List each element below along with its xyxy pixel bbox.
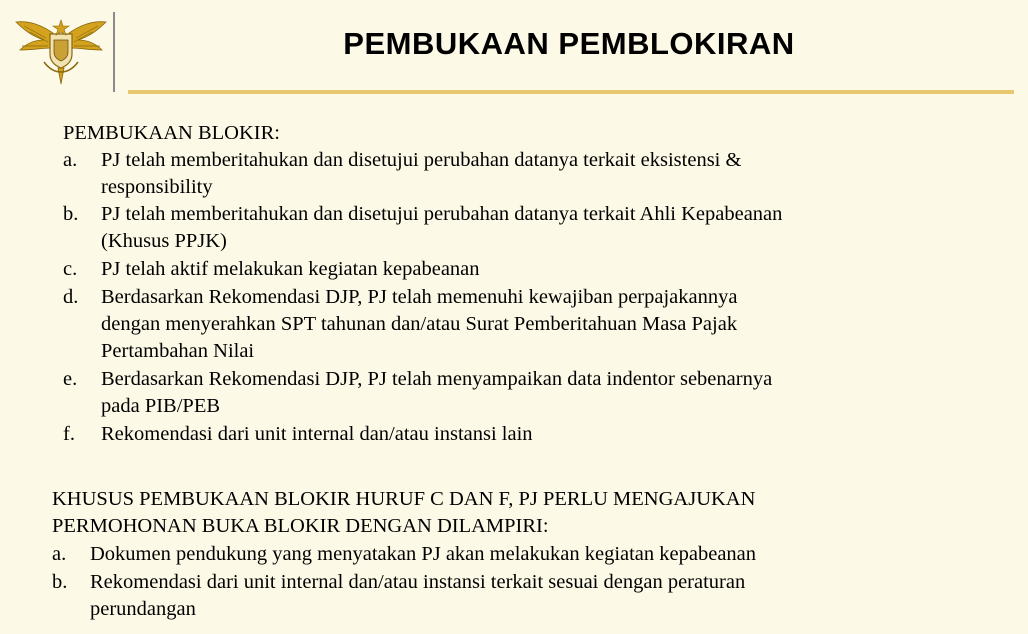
header-divider-vertical — [113, 12, 115, 92]
list-item-line: PJ telah memberitahukan dan disetujui perubahan datanya terkait Ahli Kepabeanan — [101, 203, 783, 225]
list-item-line: perundangan — [90, 598, 196, 620]
list-item-line: Berdasarkan Rekomendasi DJP, PJ telah memenuhi kewajiban perpajakannya — [101, 286, 738, 308]
list-marker: e. — [63, 368, 78, 390]
list-item-line: (Khusus PPJK) — [101, 230, 227, 252]
section2-heading-line: PERMOHONAN BUKA BLOKIR DENGAN DILAMPIRI: — [52, 515, 549, 537]
list-marker: a. — [63, 149, 78, 171]
list-marker: c. — [63, 258, 78, 280]
list-item-line: pada PIB/PEB — [101, 395, 221, 417]
list-item-line: Berdasarkan Rekomendasi DJP, PJ telah menyampaikan data indentor sebenarnya — [101, 368, 773, 390]
list-item-line: Rekomendasi dari unit internal dan/atau instansi lain — [101, 423, 533, 445]
list-marker: a. — [52, 543, 67, 565]
list-item-line: Rekomendasi dari unit internal dan/atau instansi terkait sesuai dengan peraturan — [90, 571, 746, 593]
list-item-line: responsibility — [101, 176, 213, 198]
list-marker: b. — [63, 203, 79, 225]
list-marker: f. — [63, 423, 75, 445]
header-divider-horizontal — [128, 90, 1014, 94]
list-item-line: dengan menyerahkan SPT tahunan dan/atau Surat Pemberitahuan Masa Pajak — [101, 313, 738, 335]
section2-heading-line: KHUSUS PEMBUKAAN BLOKIR HURUF C DAN F, PJ PERLU MENGAJUKAN — [52, 488, 756, 510]
customs-eagle-emblem-icon — [14, 10, 108, 86]
section1-heading: PEMBUKAAN BLOKIR: — [63, 122, 280, 144]
list-item-line: Dokumen pendukung yang menyatakan PJ akan melakukan kegiatan kepabeanan — [90, 543, 757, 565]
list-item-line: PJ telah aktif melakukan kegiatan kepabeanan — [101, 258, 480, 280]
list-marker: b. — [52, 571, 68, 593]
list-item-line: Pertambahan Nilai — [101, 340, 255, 362]
list-marker: d. — [63, 286, 79, 308]
page-title: PEMBUKAAN PEMBLOKIRAN — [343, 26, 795, 61]
list-item-line: PJ telah memberitahukan dan disetujui perubahan datanya terkait eksistensi & — [101, 149, 742, 171]
